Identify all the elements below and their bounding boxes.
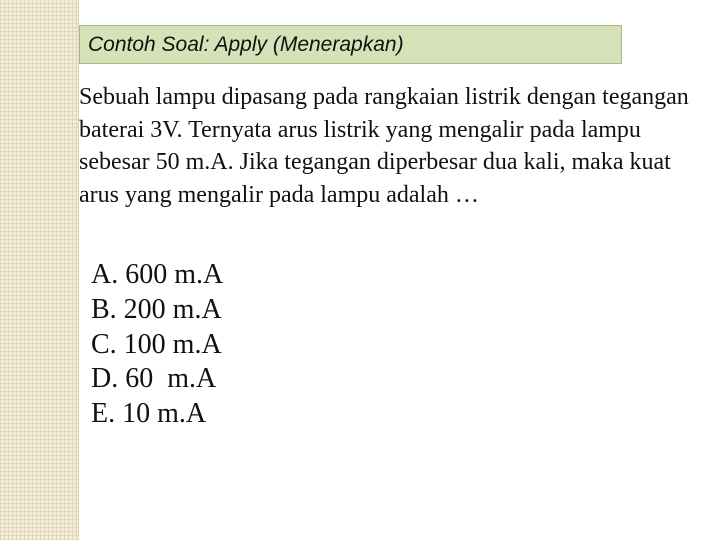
option-d: D. 60 m.A [91, 363, 217, 395]
title-banner [79, 25, 622, 64]
decorative-side-strip [0, 0, 79, 540]
option-c: C. 100 m.A [91, 328, 222, 360]
answer-options [91, 258, 223, 432]
question-text: Sebuah lampu dipasang pada rangkaian listrik dengan tegangan baterai 3V. Ternyata arus listrik yang mengalir pada lampu sebesar 50 m.A. Jika tegangan diperbesar dua kali, maka kuat arus yang mengalir pada lampu adalah … [79, 84, 689, 208]
option-b: B. 200 m.A [91, 293, 222, 325]
option-a: A. 600 m.A [91, 259, 224, 290]
option-e: E. 10 m.A [91, 398, 207, 430]
slide-title: Contoh Soal: Apply (Menerapkan) [88, 32, 404, 56]
